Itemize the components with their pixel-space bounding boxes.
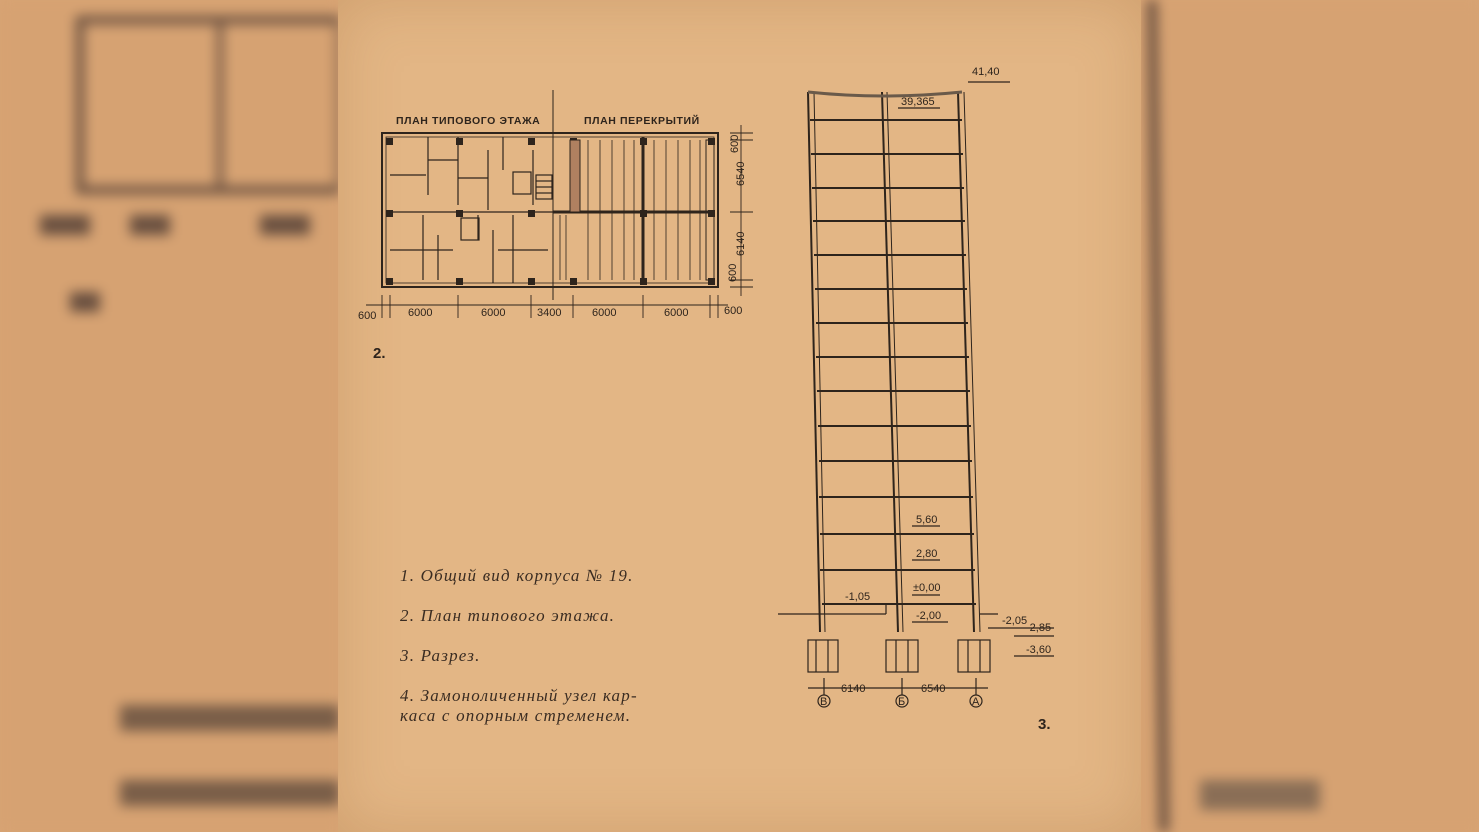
level-minus-2-85: -2,85 <box>1026 622 1052 634</box>
figure-3-number: 3. <box>1038 716 1051 733</box>
dim-bottom-5: 6000 <box>592 307 617 319</box>
plan-header-right: ПЛАН ПЕРЕКРЫТИЙ <box>584 115 700 127</box>
axis-b: Б <box>898 696 906 708</box>
blurred-background-right <box>1140 0 1479 832</box>
caption-4: 4. Замоноличенный узел кар- каса с опорным стременем. <box>400 686 638 725</box>
level-top: 41,40 <box>972 66 1000 78</box>
dim-right-4: 600 <box>727 263 739 282</box>
level-5-60: 5,60 <box>916 514 938 526</box>
dim-bottom-2: 6000 <box>408 307 433 319</box>
level-2-80: 2,80 <box>916 548 938 560</box>
plan-header-left: ПЛАН ТИПОВОГО ЭТАЖА <box>396 115 541 127</box>
axis-a: А <box>972 696 980 708</box>
caption-3: 3. Разрез. <box>400 646 481 665</box>
caption-list <box>400 566 720 746</box>
dim-right-1: 600 <box>729 134 741 153</box>
blurred-plan-left <box>0 0 340 832</box>
span-6140: 6140 <box>841 683 866 695</box>
dim-bottom-6: 6000 <box>664 307 689 319</box>
level-minus-2-00: -2,00 <box>916 610 942 622</box>
caption-1: 1. Общий вид корпуса № 19. <box>400 566 634 585</box>
dim-right-2: 6540 <box>735 161 747 186</box>
dim-bottom-7: 600 <box>724 305 743 317</box>
level-minus-2-05: -2,05 <box>1002 615 1028 627</box>
book-page <box>338 0 1141 832</box>
span-6540: 6540 <box>921 683 946 695</box>
dim-bottom-1: 600 <box>358 310 377 322</box>
level-roof: 39,365 <box>901 96 935 108</box>
level-zero: ±0,00 <box>913 582 941 594</box>
caption-2: 2. План типового этажа. <box>400 606 616 625</box>
level-minus-3-60: -3,60 <box>1026 644 1052 656</box>
dim-right-3: 6140 <box>735 231 747 256</box>
blurred-background-left <box>0 0 340 832</box>
dim-bottom-3: 6000 <box>481 307 506 319</box>
level-minus-1-05: -1,05 <box>845 591 871 603</box>
blurred-section-right <box>1140 0 1479 832</box>
dim-bottom-4: 3400 <box>537 307 562 319</box>
figure-2-number: 2. <box>373 345 386 362</box>
axis-v: В <box>820 696 828 708</box>
